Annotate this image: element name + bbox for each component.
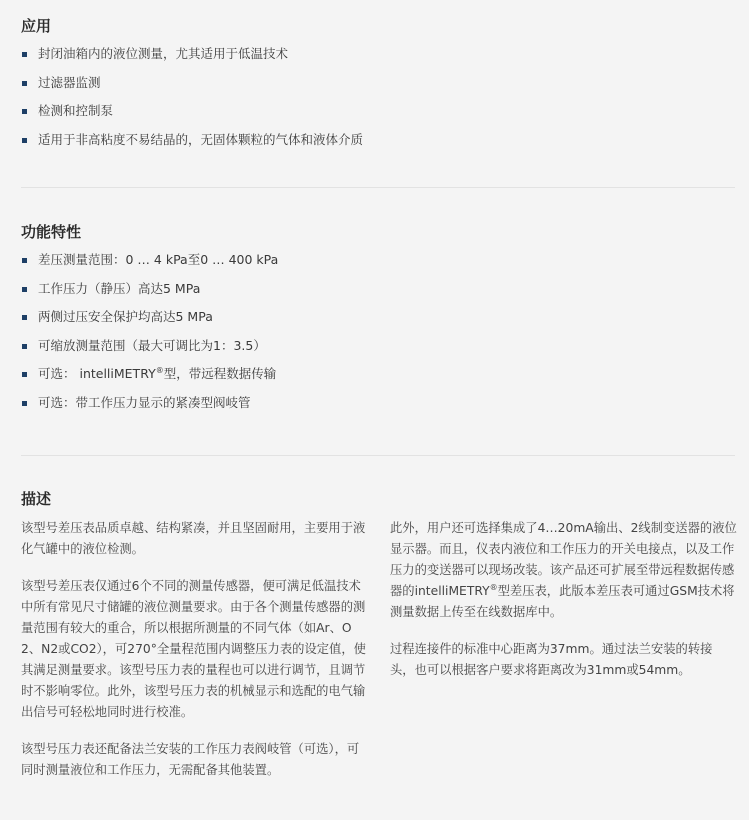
features-section [21, 222, 728, 423]
list-item: 差压测量范围：0 … 4 kPa至0 … 400 kPa [21, 252, 728, 268]
description-paragraph: 此外，用户还可选择集成了4…20mA输出、2线制变送器的液位显示器。而且，仪表内液位和工作压力的开关电接点，以及工作压力的变送器可以现场改装。该产品还可扩展至带远程数据传感器的intelliMETRY®型差压表，此版本差压表可通过GSM技术将测量数据上传至在线数据库中。 [390, 521, 737, 619]
list-item: 可选：带工作压力显示的紧凑型阀岐管 [21, 395, 728, 411]
description-paragraph: 该型号差压表仅通过6个不同的测量传感器，便可满足低温技术中所有常见尺寸储罐的液位测量要求。由于各个测量传感器的测量范围有较大的重合，所以根据所测量的不同气体（如Ar、O2、N2或CO2），可270°全量程范围内调整压力表的设定值，使其满足测量要求。该型号压力表的量程也可以进行调节，且调节时不影响零位。此外，该型号压力表的机械显示和选配的电气输出信号可轻松地同时进行校准。 [21, 579, 366, 719]
applications-list [21, 46, 728, 148]
list-item: 可缩放测量范围（最大可调比为1：3.5） [21, 338, 728, 354]
bullet-icon [22, 401, 27, 406]
list-item: 过滤器监测 [21, 75, 728, 91]
description-title: 描述 [21, 490, 52, 508]
bullet-icon [22, 287, 27, 292]
bullet-icon [22, 81, 27, 86]
features-list [21, 252, 728, 411]
list-item: 封闭油箱内的液位测量，尤其适用于低温技术 [21, 46, 728, 62]
bullet-icon [22, 344, 27, 349]
bullet-icon [22, 315, 27, 320]
description-section [21, 489, 728, 509]
description-paragraph: 过程连接件的标准中心距离为37mm。通过法兰安装的转接头，也可以根据客户要求将距离改为31mm或54mm。 [390, 642, 713, 677]
description-left-column [21, 518, 368, 797]
applications-title: 应用 [21, 17, 52, 35]
features-title: 功能特性 [21, 223, 82, 241]
divider [21, 455, 735, 456]
bullet-icon [22, 52, 27, 57]
bullet-icon [22, 372, 27, 377]
description-right-column [390, 518, 737, 697]
list-item: 可选： intelliMETRY®型，带远程数据传输 [21, 366, 728, 382]
divider [21, 187, 735, 188]
list-item: 检测和控制泵 [21, 103, 728, 119]
bullet-icon [22, 138, 27, 143]
list-item: 工作压力（静压）高达5 MPa [21, 281, 728, 297]
description-paragraph: 该型号压力表还配备法兰安装的工作压力表阀岐管（可选），可同时测量液位和工作压力，无需配备其他装置。 [21, 742, 360, 777]
bullet-icon [22, 109, 27, 114]
list-item: 适用于非高粘度不易结晶的，无固体颗粒的气体和液体介质 [21, 132, 728, 148]
applications-section [21, 16, 728, 160]
bullet-icon [22, 258, 27, 263]
description-paragraph: 该型号差压表品质卓越、结构紧凑，并且坚固耐用，主要用于液化气罐中的液位检测。 [21, 521, 366, 556]
list-item: 两侧过压安全保护均高达5 MPa [21, 309, 728, 325]
